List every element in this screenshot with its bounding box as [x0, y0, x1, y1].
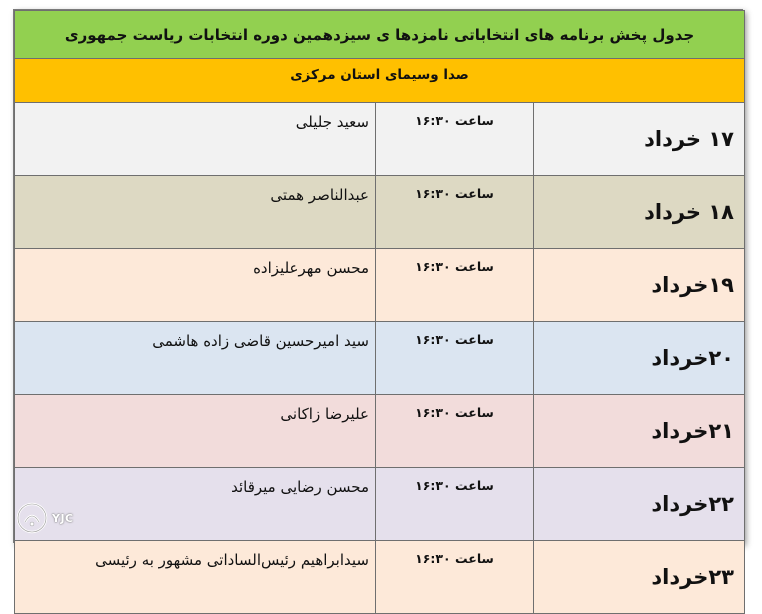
broadcast-date: ۱۸ خرداد: [534, 176, 745, 249]
broadcast-time: ساعت ۱۶:۳۰: [376, 541, 534, 614]
broadcast-time: ساعت ۱۶:۳۰: [376, 468, 534, 541]
table-row: [15, 249, 745, 322]
yjc-logo-icon: [16, 502, 48, 534]
table-row: [15, 541, 745, 614]
candidate-name: عبدالناصر همتی: [15, 176, 376, 249]
broadcast-time: ساعت ۱۶:۳۰: [376, 322, 534, 395]
watermark-text: YJC: [52, 511, 74, 525]
broadcast-time: ساعت ۱۶:۳۰: [376, 395, 534, 468]
table-subtitle: صدا وسیمای استان مرکزی: [15, 59, 745, 103]
table-row: [15, 322, 745, 395]
candidate-name: علیرضا زاکانی: [15, 395, 376, 468]
broadcast-date: ۱۷ خرداد: [534, 103, 745, 176]
broadcast-date: ۲۱خرداد: [534, 395, 745, 468]
broadcast-date: ۲۲خرداد: [534, 468, 745, 541]
broadcast-date: ۱۹خرداد: [534, 249, 745, 322]
candidate-name: سیدابراهیم رئیس‌الساداتی مشهور به رئیسی: [15, 541, 376, 614]
broadcast-time: ساعت ۱۶:۳۰: [376, 176, 534, 249]
schedule-table: [14, 10, 745, 614]
broadcast-time: ساعت ۱۶:۳۰: [376, 103, 534, 176]
broadcast-date: ۲۳خرداد: [534, 541, 745, 614]
watermark-logo: [16, 498, 106, 538]
candidate-name: محسن رضایی میرقائد: [15, 468, 376, 541]
candidate-name: سعید جلیلی: [15, 103, 376, 176]
table-row: [15, 176, 745, 249]
table-row: [15, 395, 745, 468]
table-row: [15, 103, 745, 176]
table-row: [15, 468, 745, 541]
broadcast-date: ۲۰خرداد: [534, 322, 745, 395]
candidate-name: محسن مهرعلیزاده: [15, 249, 376, 322]
schedule-table-frame: [13, 9, 743, 589]
broadcast-time: ساعت ۱۶:۳۰: [376, 249, 534, 322]
candidate-name: سید امیرحسین قاضی زاده هاشمی: [15, 322, 376, 395]
table-title: جدول پخش برنامه های انتخاباتی نامزدها ی سیزدهمین دوره انتخابات ریاست جمهوری: [15, 11, 745, 59]
